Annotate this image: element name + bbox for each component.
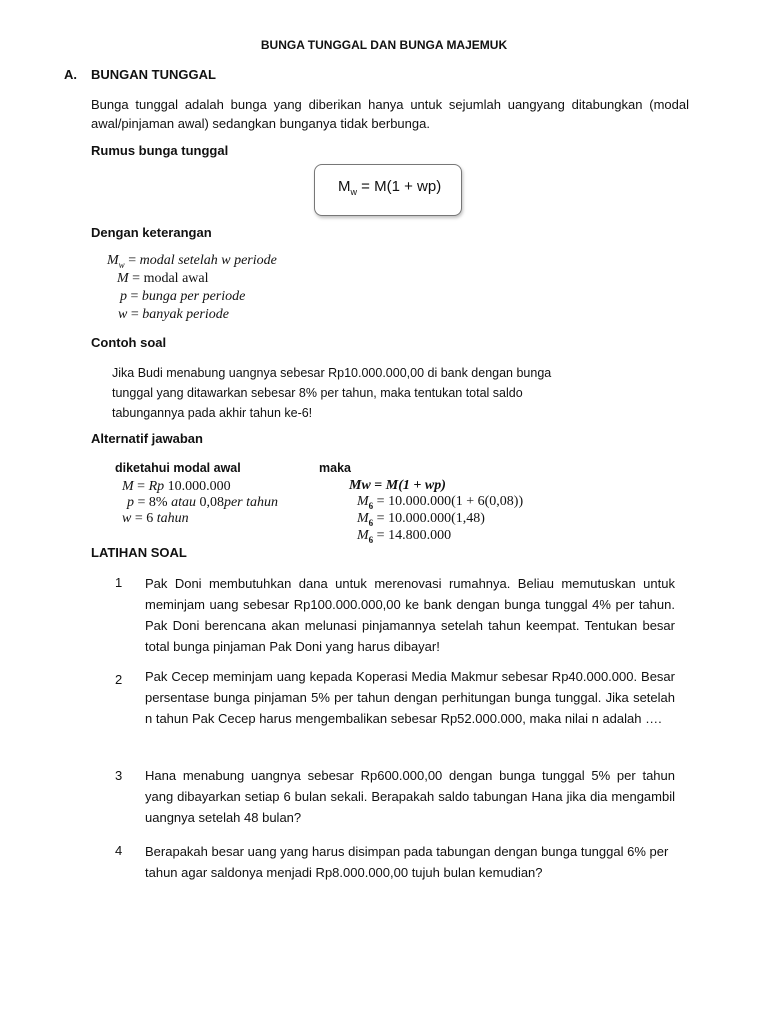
desc-m: modal awal — [143, 271, 209, 286]
page-title: BUNGA TUNGGAL DAN BUNGA MAJEMUK — [260, 38, 508, 52]
formula-sub: w — [350, 187, 357, 197]
keterangan-m — [117, 271, 209, 287]
var-p: p — [120, 289, 127, 304]
latihan-heading: LATIHAN SOAL — [91, 545, 187, 560]
question-text: Berapakah besar uang yang harus disimpan pada tabungan dengan bunga tunggal 6% per tahun agar saldonya menjadi Rp8.000.000,00 tujuh bulan kemudian? — [145, 844, 669, 880]
dk-p-word2: per tahun — [223, 495, 279, 510]
alternatif-heading: Alternatif jawaban — [91, 431, 203, 446]
eq-m: = — [132, 271, 141, 286]
diketahui-w — [122, 511, 189, 527]
maka-line1-rhs: M(1 + wp) — [385, 478, 446, 493]
dk-p-var: p — [127, 495, 134, 510]
maka-heading: maka — [319, 461, 351, 475]
maka-line3-var: M — [357, 511, 369, 526]
dk-p-eq: = — [137, 495, 146, 510]
dk-p-value2: 0,08 — [199, 495, 224, 510]
var-mw: M — [107, 253, 119, 268]
contoh-heading: Contoh soal — [91, 335, 167, 350]
desc-p: bunga per periode — [141, 289, 246, 304]
maka-line1 — [349, 478, 446, 494]
question-text: Pak Cecep meminjam uang kepada Koperasi Media Makmur sebesar Rp40.000.000. Besar persentase bunga pinjaman 5% per tahun dengan perhitungan bunga tunggal. Jika setelah n tahun Pak Cecep harus mengembalikan sebesar Rp52.000.000, maka nilai n adalah …. — [145, 669, 675, 726]
intro-paragraph: Bunga tunggal adalah bunga yang diberikan hanya untuk sejumlah uangyang ditabungkan (modal awal/pinjaman awal) sedangkan bunganya tidak berbunga. — [91, 97, 689, 131]
maka-line1-eq: = — [374, 478, 383, 493]
dk-w-var: w — [122, 511, 132, 526]
dk-w-value: 6 — [146, 511, 154, 526]
desc-mw: modal setelah w periode — [139, 253, 277, 268]
maka-line4-var: M — [357, 528, 369, 543]
question-number: 2 — [115, 672, 123, 687]
section-heading: BUNGAN TUNGGAL — [91, 67, 216, 82]
maka-line4 — [357, 528, 451, 545]
question-number: 3 — [115, 768, 123, 783]
contoh-text: Jika Budi menabung uangnya sebesar Rp10.000.000,00 di bank dengan bunga tunggal yang ditawarkan sebesar 8% per tahun, maka tentukan total saldo tabungannya pada akhir tahun ke-6! — [112, 366, 552, 420]
dk-p-value: 8% — [148, 495, 168, 510]
dk-m-eq: = — [137, 479, 146, 494]
section-marker: A. — [64, 67, 77, 82]
eq-p: = — [130, 289, 139, 304]
maka-line3-rhs: = 10.000.000(1,48) — [376, 511, 485, 526]
formula-rhs: = M(1 + wp) — [361, 178, 442, 195]
keterangan-heading: Dengan keterangan — [91, 225, 212, 240]
desc-w: banyak periode — [142, 307, 229, 322]
diketahui-m — [122, 479, 231, 495]
dk-w-unit: tahun — [156, 511, 189, 526]
maka-line4-sub: 6 — [368, 534, 374, 545]
var-mw-sub: w — [118, 259, 125, 270]
rumus-heading: Rumus bunga tunggal — [91, 143, 229, 158]
maka-line1-lhs: Mw — [349, 478, 371, 493]
formula — [338, 178, 441, 197]
dk-m-value: 10.000.000 — [167, 479, 231, 494]
dk-m-unit: Rp — [148, 479, 165, 494]
question-text: Pak Doni membutuhkan dana untuk merenovasi rumahnya. Beliau memutuskan untuk meminjam uang sebesar Rp100.000.000,00 ke bank dengan bunga tunggal 4% per tahun. Pak Doni berencana akan melunasi pinjamannya setelah tahun keempat. Tentukan besar total bunga pinjaman Pak Doni yang harus dibayar! — [145, 576, 675, 654]
eq-mw: = — [128, 253, 137, 268]
diketahui-heading: diketahui modal awal — [115, 461, 241, 475]
maka-line2-var: M — [357, 494, 369, 509]
dk-m-var: M — [122, 479, 134, 494]
maka-line3 — [357, 511, 485, 528]
var-m: M — [117, 271, 129, 286]
question-number: 1 — [115, 575, 123, 590]
keterangan-mw — [107, 253, 277, 270]
keterangan-p — [120, 289, 245, 305]
var-w: w — [118, 307, 128, 322]
keterangan-w — [118, 307, 229, 323]
diketahui-p — [127, 495, 278, 511]
dk-p-word1: atau — [171, 495, 196, 510]
dk-w-eq: = — [134, 511, 143, 526]
eq-w: = — [130, 307, 139, 322]
maka-line2-rhs: = 10.000.000(1 + 6(0,08)) — [376, 494, 524, 509]
maka-line2 — [357, 494, 523, 511]
maka-line2-sub: 6 — [368, 500, 374, 511]
question-text: Hana menabung uangnya sebesar Rp600.000,00 dengan bunga tunggal 5% per tahun yang dibayarkan setiap 6 bulan sekali. Berapakah saldo tabungan Hana jika dia mengambil uangnya setelah 48 bulan? — [145, 768, 675, 825]
maka-line4-rhs: = 14.800.000 — [376, 528, 452, 543]
maka-line3-sub: 6 — [368, 517, 374, 528]
question-number: 4 — [115, 843, 123, 858]
formula-lhs: M — [338, 178, 351, 195]
